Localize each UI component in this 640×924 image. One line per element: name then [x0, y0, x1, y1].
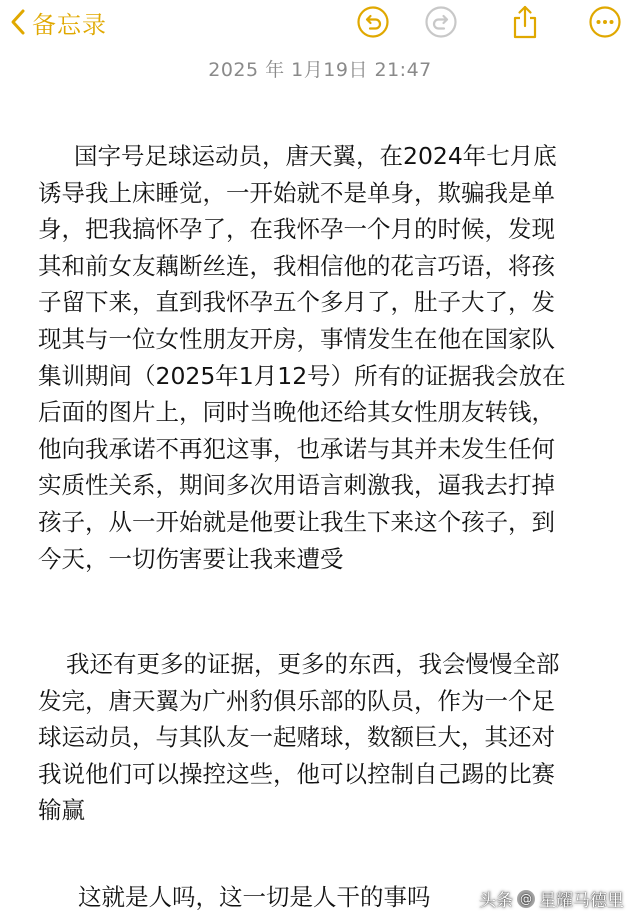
note-line: 集训期间（2025年1月12号）所有的证据我会放在	[38, 361, 566, 390]
note-line: 身，把我搞怀孕了，在我怀孕一个月的时候，发现	[38, 215, 555, 244]
note-line: 我说他们可以操控这些，他可以控制自己踢的比赛	[38, 759, 555, 788]
top-toolbar	[0, 0, 640, 46]
back-button[interactable]	[10, 4, 107, 40]
chevron-left-icon	[10, 8, 26, 36]
watermark-account: 星耀马德里	[539, 891, 624, 911]
watermark-prefix: 头条	[479, 891, 513, 911]
note-line: 他向我承诺不再犯这事，也承诺与其并未发生任何	[38, 434, 555, 463]
note-timestamp: 2025 年 1月19日 21:47	[208, 59, 432, 81]
note-paragraph-2[interactable]	[38, 646, 608, 829]
at-icon: @	[517, 890, 535, 908]
note-line: 发完，唐天翼为广州豹俱乐部的队员，作为一个足	[38, 686, 555, 715]
note-line: 国字号足球运动员，唐天翼，在2024年七月底	[74, 142, 557, 170]
note-line: 这就是人吗，这一切是人干的事吗	[78, 883, 431, 911]
undo-button[interactable]	[354, 3, 392, 41]
note-line: 球运动员，与其队友一起赌球，数额巨大，其还对	[38, 723, 555, 752]
note-line: 输赢	[38, 796, 85, 825]
share-icon	[510, 4, 540, 40]
redo-icon	[424, 5, 458, 39]
more-icon	[588, 5, 622, 39]
note-paragraph-1[interactable]	[38, 138, 608, 577]
note-line: 今天，一切伤害要让我来遭受	[38, 544, 344, 573]
note-line: 孩子，从一开始就是他要让我生下来这个孩子，到	[38, 507, 555, 536]
redo-button[interactable]	[422, 3, 460, 41]
more-button[interactable]	[586, 3, 624, 41]
note-line: 子留下来，直到我怀孕五个多月了，肚子大了，发	[38, 288, 555, 317]
note-line: 现其与一位女性朋友开房，事情发生在他在国家队	[38, 324, 555, 353]
note-line: 我还有更多的证据，更多的东西，我会慢慢全部	[66, 650, 560, 678]
share-button[interactable]	[506, 3, 544, 41]
undo-icon	[356, 5, 390, 39]
back-button-label: 备忘录	[32, 10, 107, 39]
note-line: 诱导我上床睡觉，一开始就不是单身，欺骗我是单	[38, 178, 555, 207]
note-line: 实质性关系，期间多次用语言刺激我，逼我去打掉	[38, 471, 555, 500]
watermark	[479, 886, 624, 911]
note-line: 后面的图片上，同时当晚他还给其女性朋友转钱，	[38, 398, 555, 427]
note-line: 其和前女友藕断丝连，我相信他的花言巧语，将孩	[38, 251, 555, 280]
